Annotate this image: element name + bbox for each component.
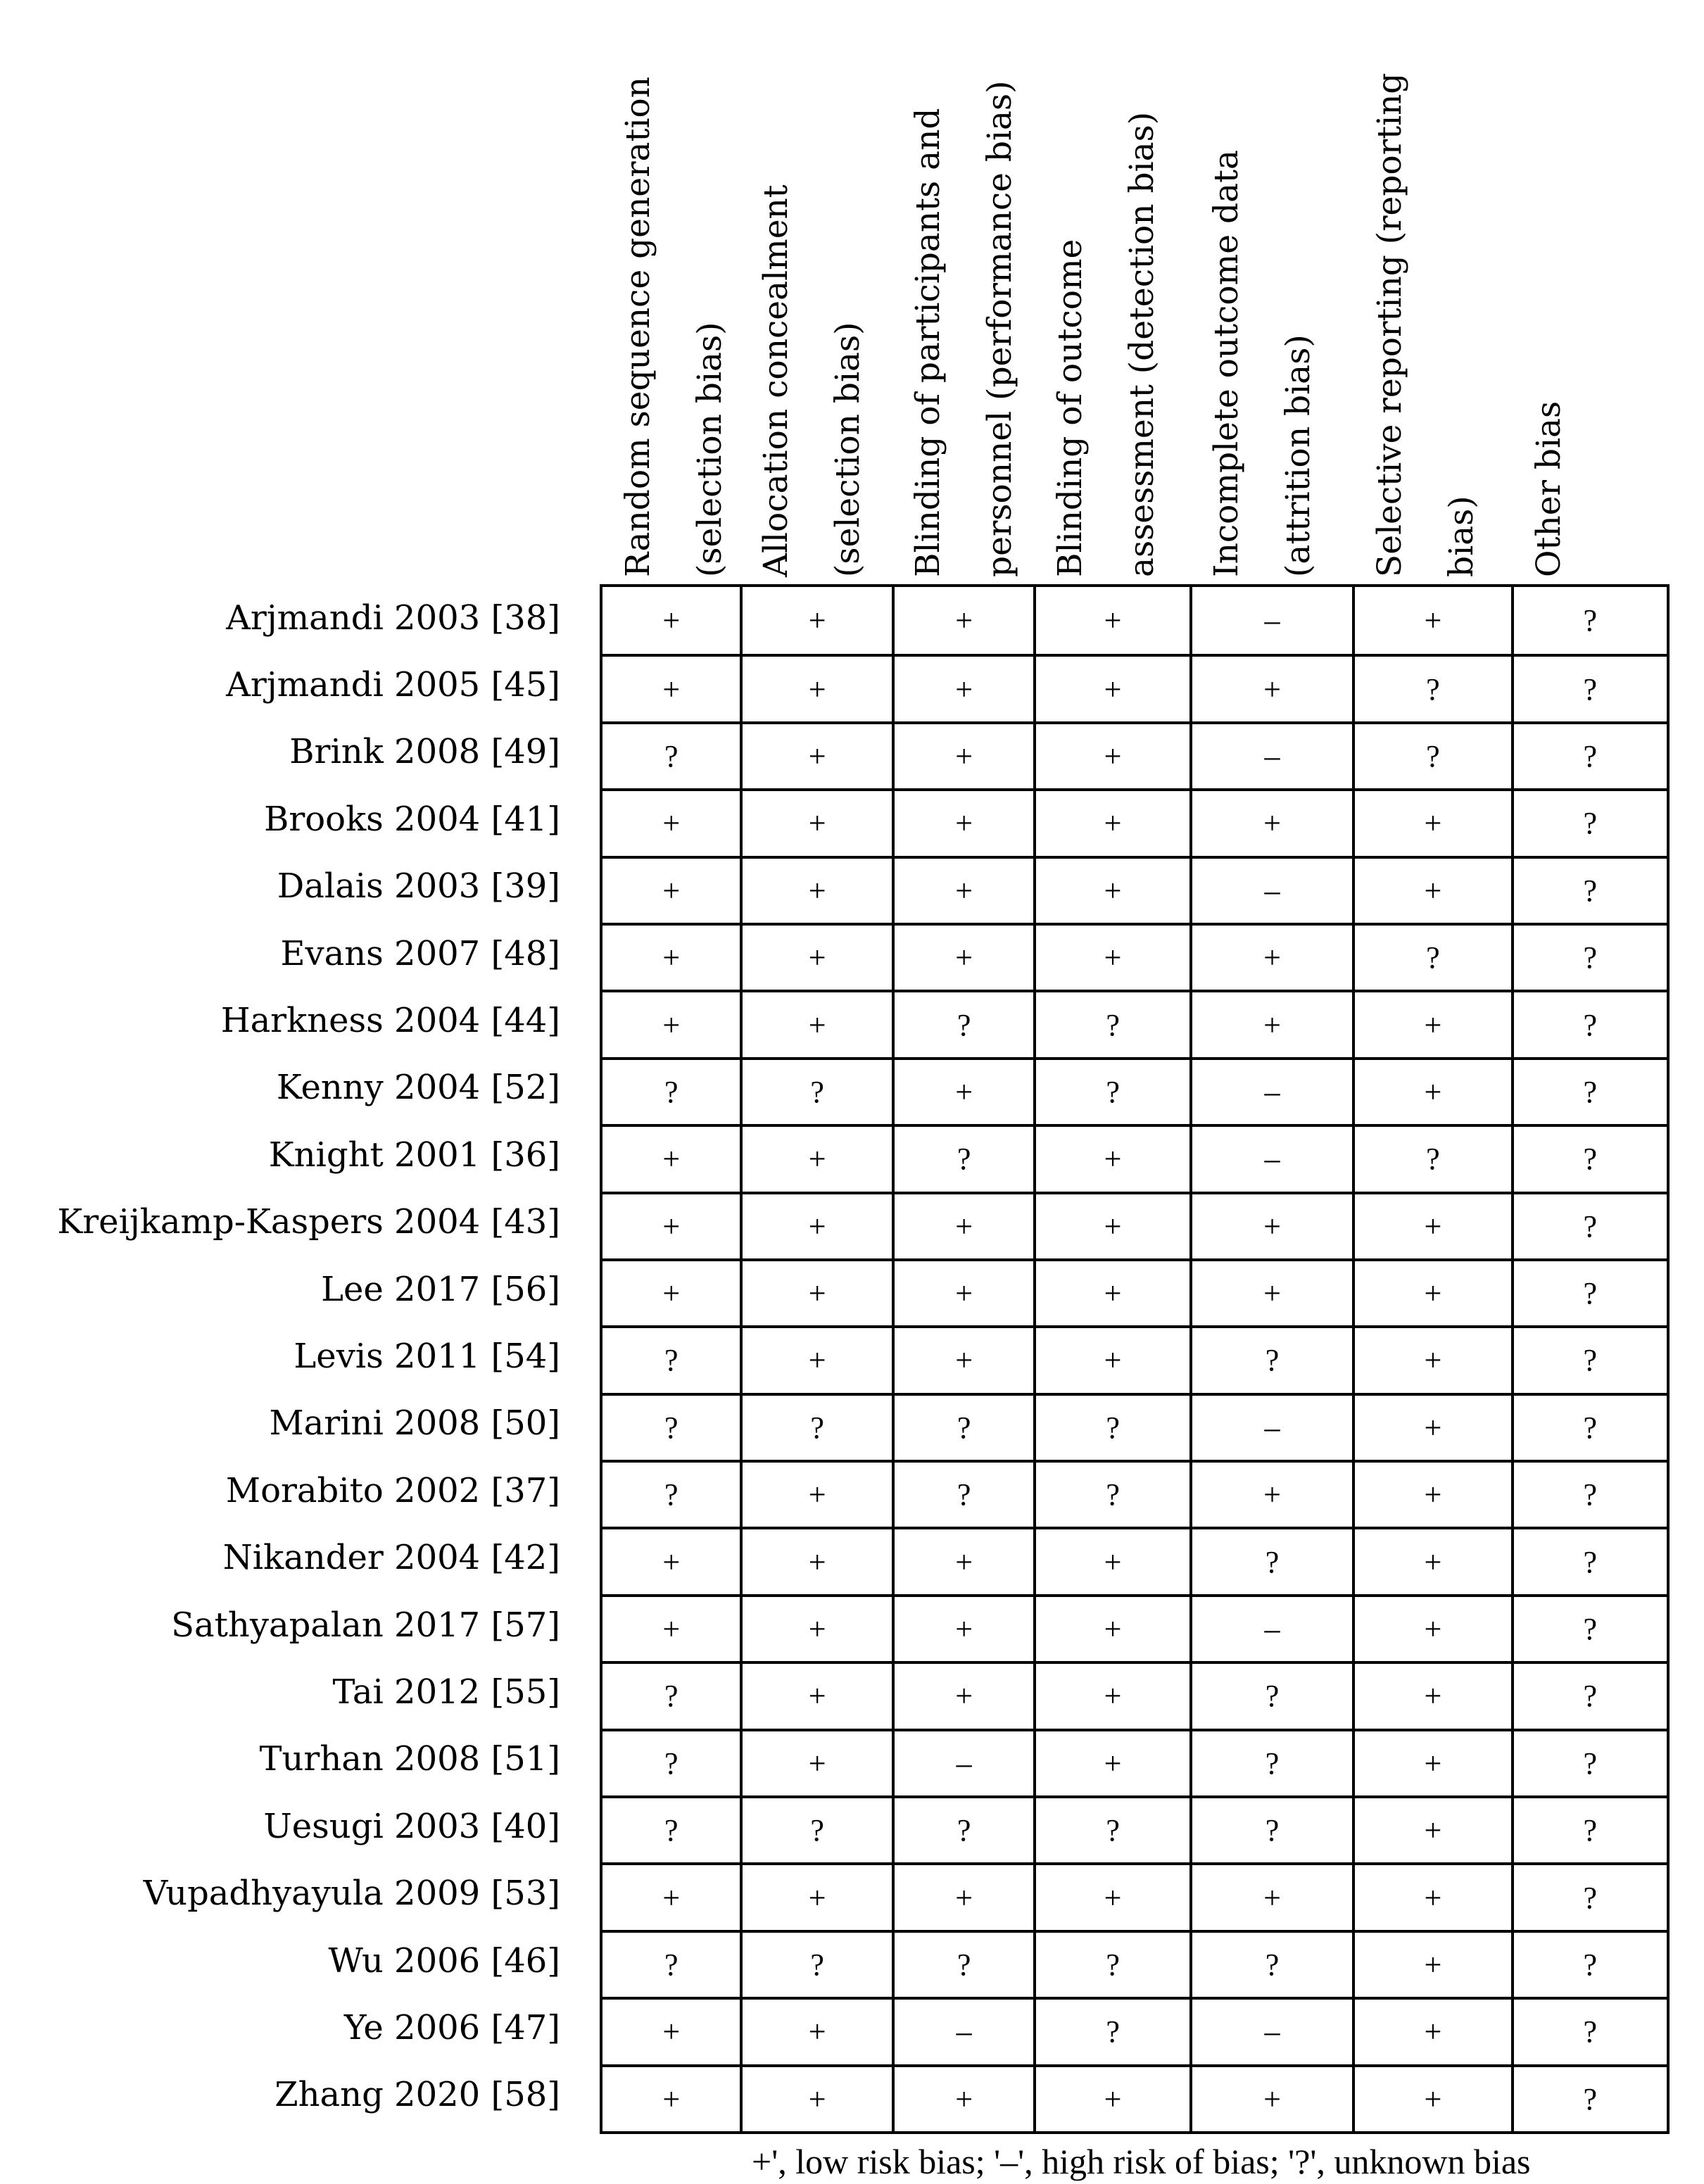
study-label: Kenny 2004 [52] (276, 1068, 560, 1108)
rating-cell: + (1189, 657, 1352, 721)
rating-cell: + (1352, 1597, 1510, 1661)
study-label: Nikander 2004 [42] (222, 1538, 560, 1578)
rating-cell: ? (1511, 1597, 1667, 1661)
rating-cell: + (1352, 587, 1510, 654)
rating-cell: + (892, 1261, 1033, 1325)
rating-cell: ? (1511, 992, 1667, 1056)
rating-cell: + (1352, 791, 1510, 855)
rating-cell: ? (1189, 1798, 1352, 1862)
rating-cell: + (662, 1544, 681, 1579)
rating-cell: ? (1033, 2000, 1189, 2064)
rating-cell: ? (740, 1933, 891, 1997)
rating-cell: + (1352, 1933, 1510, 1997)
rating-cell: ? (664, 738, 679, 774)
rating-cell: ? (1511, 859, 1667, 923)
rating-cell: + (1189, 2067, 1352, 2131)
rating-cell: ? (1511, 1194, 1667, 1258)
table-row (602, 1661, 1667, 1728)
column-header (1035, 14, 1188, 577)
rating-cell: ? (1189, 1664, 1352, 1728)
rating-cell: + (1033, 1865, 1189, 1929)
column-header-line: (selection bias) (690, 322, 729, 577)
rating-cell: + (1189, 1865, 1352, 1929)
rating-cell: + (662, 940, 681, 976)
rating-cell: + (1352, 1731, 1510, 1795)
rating-cell: + (662, 1142, 681, 1177)
table-row (602, 1594, 1667, 1661)
rating-cell: ? (664, 1948, 679, 1982)
rating-cell: ? (1511, 1529, 1667, 1593)
rating-cell: + (892, 1194, 1033, 1258)
table-row (602, 990, 1667, 1056)
rating-cell: + (1352, 2067, 1510, 2131)
column-header-line: Allocation concealment (757, 184, 795, 577)
rating-cell: ? (1511, 1933, 1667, 1997)
table-row (602, 1930, 1667, 1997)
rating-cell: ? (1189, 1529, 1352, 1593)
rating-cell: ? (1511, 1060, 1667, 1124)
rating-cell: + (1033, 1529, 1189, 1593)
rating-cell: + (1033, 1261, 1189, 1325)
column-header (1191, 14, 1351, 577)
risk-of-bias-table (600, 584, 1670, 2134)
table-row (602, 1862, 1667, 1929)
table-row (602, 654, 1667, 721)
rating-cell: + (740, 2000, 891, 2064)
rating-cell: – (1189, 859, 1352, 923)
rating-cell: + (740, 926, 891, 990)
rating-cell: ? (664, 1410, 679, 1445)
study-label: Vupadhyayula 2009 [53] (143, 1874, 560, 1914)
rating-cell: + (662, 873, 681, 908)
rating-cell: + (892, 1060, 1033, 1124)
rating-cell: – (1189, 1597, 1352, 1661)
rating-cell: + (1033, 1597, 1189, 1661)
rating-cell: ? (1033, 992, 1189, 1056)
rating-cell: ? (1511, 587, 1667, 654)
column-header-line: (selection bias) (828, 322, 867, 577)
rating-cell: + (740, 791, 891, 855)
rating-cell: + (740, 1261, 891, 1325)
table-row (602, 1997, 1667, 2064)
rating-cell: ? (664, 1679, 679, 1714)
rating-cell: + (662, 1880, 681, 1915)
rating-cell: + (1352, 2000, 1510, 2064)
study-label: Marini 2008 [50] (269, 1403, 560, 1444)
table-row (602, 587, 1667, 654)
rating-cell: ? (1511, 1798, 1667, 1862)
study-label: Tai 2012 [55] (332, 1672, 560, 1712)
rating-cell: + (892, 926, 1033, 990)
column-header-line: bias) (1442, 495, 1481, 577)
rating-cell: + (740, 1597, 891, 1661)
study-label: Brink 2008 [49] (289, 732, 560, 772)
rating-cell: + (1189, 791, 1352, 855)
rating-cell: + (1352, 1261, 1510, 1325)
rating-cell: + (1352, 1865, 1510, 1929)
rating-cell: ? (892, 1463, 1033, 1527)
column-header-line: (attrition bias) (1279, 334, 1318, 577)
study-label: Levis 2011 [54] (294, 1337, 560, 1377)
rating-cell: + (662, 1612, 681, 1647)
rating-cell: ? (1033, 1798, 1189, 1862)
table-row (602, 1124, 1667, 1191)
rating-cell: ? (1511, 1261, 1667, 1325)
column-header-line: Blinding of participants and (909, 108, 947, 577)
study-label: Lee 2017 [56] (321, 1269, 560, 1309)
rating-cell: ? (740, 1798, 891, 1862)
rating-cell: + (1033, 1194, 1189, 1258)
study-label: Wu 2006 [46] (328, 1940, 560, 1981)
study-label: Harkness 2004 [44] (220, 1001, 560, 1041)
rating-cell: + (1352, 1396, 1510, 1460)
rating-cell: + (1033, 724, 1189, 788)
rating-cell: + (892, 1529, 1033, 1593)
rating-cell: ? (1189, 1933, 1352, 1997)
rating-cell: – (1189, 1060, 1352, 1124)
column-header-line: Random sequence generation (619, 76, 657, 577)
rating-cell: ? (892, 992, 1033, 1056)
rating-cell: + (1189, 926, 1352, 990)
table-row (602, 1795, 1667, 1862)
table-row (602, 2064, 1667, 2131)
table-row (602, 788, 1667, 855)
study-label: Zhang 2020 [58] (274, 2075, 560, 2115)
rating-cell: – (892, 1731, 1033, 1795)
table-row (602, 1729, 1667, 1795)
rating-cell: + (662, 1276, 681, 1311)
column-header-line: assessment (detection bias) (1123, 111, 1161, 577)
rating-cell: + (1352, 992, 1510, 1056)
rating-cell: + (740, 1127, 891, 1191)
rating-cell: – (1189, 724, 1352, 788)
rating-cell: + (892, 791, 1033, 855)
study-label: Uesugi 2003 [40] (263, 1806, 560, 1846)
rating-cell: + (1352, 859, 1510, 923)
rating-cell: + (740, 1664, 891, 1728)
rating-cell: + (740, 859, 891, 923)
rating-cell: + (662, 603, 681, 638)
column-header-line: Selective reporting (reporting (1370, 72, 1409, 577)
rating-cell: ? (1511, 1664, 1667, 1728)
rating-cell: ? (1352, 724, 1510, 788)
rating-cell: ? (892, 1933, 1033, 1997)
rating-cell: ? (664, 1074, 679, 1109)
table-row (602, 856, 1667, 923)
rating-cell: ? (740, 1060, 891, 1124)
rating-cell: + (1352, 1664, 1510, 1728)
rating-cell: + (1352, 1060, 1510, 1124)
rating-cell: + (1189, 1194, 1352, 1258)
column-header (1354, 14, 1510, 577)
rating-cell: + (662, 1208, 681, 1244)
column-header-line: Blinding of outcome (1051, 239, 1090, 577)
rating-cell: – (1189, 587, 1352, 654)
rating-cell: – (892, 2000, 1033, 2064)
rating-cell: + (1352, 1194, 1510, 1258)
table-row (602, 1393, 1667, 1460)
table-row (602, 1325, 1667, 1392)
table-row (602, 1057, 1667, 1124)
rating-cell: + (892, 587, 1033, 654)
rating-cell: + (662, 2081, 681, 2116)
rating-cell: ? (1511, 791, 1667, 855)
study-label: Kreijkamp-Kaspers 2004 [43] (57, 1202, 560, 1242)
rating-cell: + (1033, 1127, 1189, 1191)
table-row (602, 1258, 1667, 1325)
table-row (602, 721, 1667, 788)
column-header (1513, 14, 1670, 577)
rating-cell: ? (1511, 1127, 1667, 1191)
rating-cell: + (892, 1865, 1033, 1929)
rating-cell: + (1033, 791, 1189, 855)
rating-cell: + (662, 806, 681, 841)
rating-cell: ? (1033, 1463, 1189, 1527)
rating-cell: + (892, 859, 1033, 923)
rating-cell: ? (1189, 1328, 1352, 1392)
study-label: Dalais 2003 [39] (277, 866, 560, 907)
rating-cell: ? (1511, 1328, 1667, 1392)
rating-cell: ? (740, 1396, 891, 1460)
rating-cell: + (740, 657, 891, 721)
rating-cell: + (1189, 1261, 1352, 1325)
rating-cell: ? (1352, 926, 1510, 990)
rating-cell: ? (1511, 1463, 1667, 1527)
rating-cell: + (740, 992, 891, 1056)
rating-cell: + (740, 1463, 891, 1527)
study-label: Arjmandi 2005 [45] (226, 665, 560, 705)
study-label: Morabito 2002 [37] (225, 1470, 560, 1510)
rating-cell: ? (1352, 1127, 1510, 1191)
rating-cell: – (1189, 2000, 1352, 2064)
rating-cell: ? (1352, 657, 1510, 721)
column-header-line: personnel (performance bias) (980, 80, 1019, 577)
rating-cell: + (740, 587, 891, 654)
rating-cell: + (1352, 1798, 1510, 1862)
rating-cell: ? (892, 1798, 1033, 1862)
column-header-line: Other bias (1529, 400, 1568, 577)
rating-cell: ? (892, 1396, 1033, 1460)
study-label: Sathyapalan 2017 [57] (171, 1605, 560, 1645)
rating-cell: + (740, 1328, 891, 1392)
rating-cell: + (1033, 926, 1189, 990)
study-label: Arjmandi 2003 [38] (226, 598, 560, 638)
rating-cell: + (892, 1664, 1033, 1728)
rating-cell: + (1033, 587, 1189, 654)
rating-cell: – (1189, 1127, 1352, 1191)
column-header-line: Incomplete outcome data (1207, 149, 1246, 577)
rating-cell: + (1352, 1463, 1510, 1527)
rating-cell: – (1189, 1396, 1352, 1460)
rating-cell: ? (1511, 1396, 1667, 1460)
rating-cell: + (1352, 1529, 1510, 1593)
study-label: Turhan 2008 [51] (259, 1739, 560, 1779)
rating-cell: + (1189, 1463, 1352, 1527)
legend-footnote: +', low risk bias; '–', high risk of bias; '?', unknown bias (752, 2142, 1531, 2181)
rating-cell: + (740, 724, 891, 788)
table-row (602, 1192, 1667, 1258)
rating-cell: ? (664, 1343, 679, 1378)
study-label: Ye 2006 [47] (343, 2008, 560, 2048)
rating-cell: ? (1511, 1731, 1667, 1795)
rating-cell: + (1033, 859, 1189, 923)
rating-cell: + (740, 1529, 891, 1593)
study-label: Knight 2001 [36] (268, 1135, 560, 1175)
rating-cell: ? (1511, 2000, 1667, 2064)
rating-cell: + (1033, 2067, 1189, 2131)
column-header (602, 14, 738, 577)
rating-cell: + (892, 724, 1033, 788)
table-row (602, 1460, 1667, 1527)
rating-cell: + (740, 2067, 891, 2131)
rating-cell: ? (1511, 657, 1667, 721)
rating-cell: ? (1033, 1933, 1189, 1997)
rating-cell: ? (892, 1127, 1033, 1191)
rating-cell: + (740, 1865, 891, 1929)
study-label: Brooks 2004 [41] (264, 799, 560, 839)
study-label: Evans 2007 [48] (280, 933, 560, 973)
rating-cell: ? (1189, 1731, 1352, 1795)
rating-cell: + (740, 1194, 891, 1258)
rating-cell: + (1033, 1664, 1189, 1728)
rating-cell: + (1352, 1328, 1510, 1392)
rating-cell: ? (1511, 724, 1667, 788)
rating-cell: + (662, 671, 681, 707)
column-header (740, 14, 890, 577)
rating-cell: ? (1033, 1396, 1189, 1460)
rating-cell: ? (1511, 926, 1667, 990)
rating-cell: ? (1511, 1865, 1667, 1929)
column-header (892, 14, 1032, 577)
rating-cell: + (892, 1328, 1033, 1392)
rating-cell: ? (664, 1746, 679, 1781)
rating-cell: ? (1033, 1060, 1189, 1124)
rating-cell: + (1033, 657, 1189, 721)
rating-cell: + (892, 657, 1033, 721)
rating-cell: + (662, 1007, 681, 1042)
rating-cell: ? (664, 1813, 679, 1848)
rating-cell: ? (664, 1477, 679, 1513)
rating-cell: ? (1511, 2067, 1667, 2131)
rating-cell: + (1189, 992, 1352, 1056)
table-row (602, 1527, 1667, 1593)
rating-cell: + (662, 2014, 681, 2050)
rating-cell: + (1033, 1328, 1189, 1392)
table-row (602, 923, 1667, 990)
rating-cell: + (1033, 1731, 1189, 1795)
rating-cell: + (892, 1597, 1033, 1661)
rating-cell: + (740, 1731, 891, 1795)
rating-cell: + (892, 2067, 1033, 2131)
